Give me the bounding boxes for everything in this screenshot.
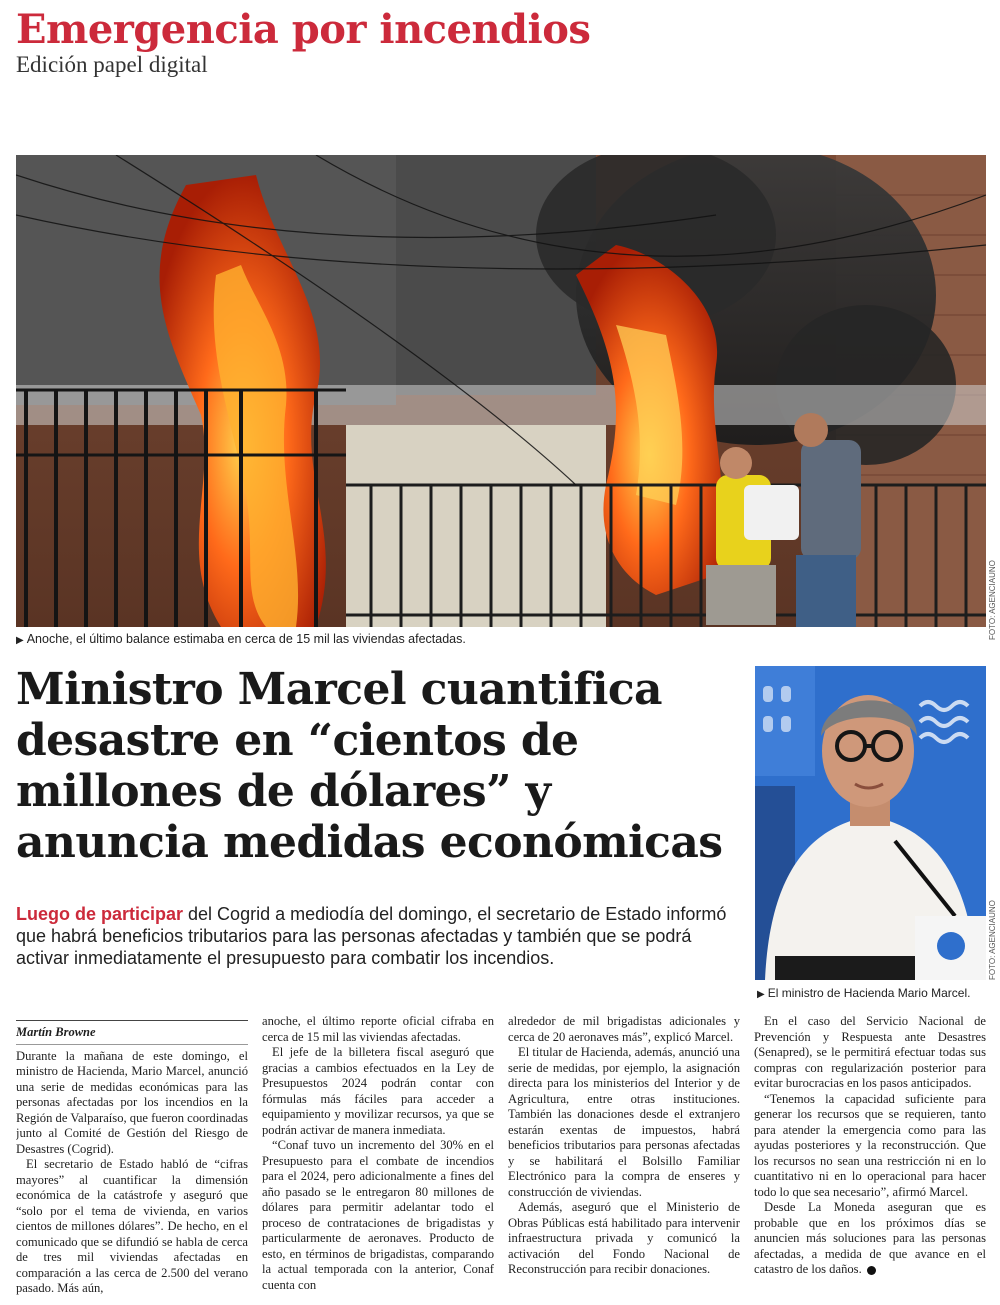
main-photo-caption: ▶ Anoche, el último balance estimaba en cerca de 15 mil las viviendas afectadas. — [16, 632, 466, 646]
minister-photo — [755, 666, 986, 980]
deck-text: del Cogrid a mediodía del domingo, el secretario de Estado informó que habrá beneficios tributarios para las personas afectadas y también que se podrá activar inmediatamente el presupuesto para combatir los incendios. — [16, 904, 727, 968]
main-photo-credit: FOTO: AGENCIAUNO — [988, 560, 997, 640]
minister-portrait-illustration — [755, 666, 986, 980]
paragraph: El titular de Hacienda, además, anunció una serie de medidas, por ejemplo, la asignación directa para los ministerios del Interior y de Agricultura, entre otras instituciones. También las donaciones desde el extranjero estarán exentas de impuestos, habrá beneficios tributarios para personas afectadas y se habilitará el Bolsillo Familiar Electrónico para la compra de enseres y construcción de viviendas. — [508, 1045, 740, 1199]
paragraph: Durante la mañana de este domingo, el ministro de Hacienda, Mario Marcel, anunció una serie de medidas económicas para las personas afectadas por los incendios en la Región de Valparaíso, que fueron coordinadas junto al Comité de Gestión del Riesgo de Desastres (Cogrid). — [16, 1048, 248, 1156]
deck — [16, 903, 736, 969]
section-title: Emergencia por incendios — [16, 6, 591, 53]
article-column-2 — [262, 1014, 494, 1294]
fire-scene-illustration — [16, 155, 986, 627]
section-subtitle: Edición papel digital — [16, 52, 208, 77]
paragraph: “Tenemos la capacidad suficiente para generar los recursos que se requieren, tanto para atender la emergencia como para las ayudas posteriores y la reconstrucción. Que los recursos no sean una restricción ni en lo cuantitativo ni en lo operacional para hacer todo lo que sea necesario”, afirmó Marcel. — [754, 1091, 986, 1199]
byline: Martín Browne — [16, 1025, 248, 1045]
paragraph: En el caso del Servicio Nacional de Prevención y Respuesta ante Desastres (Senapred), se le permitirá efectuar todas sus compras con regularización posterior para evitar burocracias en los pasos anticipados. — [754, 1014, 986, 1090]
minister-photo-credit: FOTO: AGENCIAUNO — [988, 900, 997, 980]
triangle-icon: ▶ — [757, 989, 765, 1000]
headline: Ministro Marcel cuantifica desastre en “cientos de millones de dólares” y anuncia medidas económicas — [16, 664, 723, 868]
end-mark-icon — [867, 1266, 876, 1275]
minister-photo-caption: ▶ El ministro de Hacienda Mario Marcel. — [757, 986, 971, 1000]
article-column-1 — [16, 1020, 248, 1305]
paragraph: Además, aseguró que el Ministerio de Obras Públicas está habilitado para intervenir infraestructura privada y comunicó la activación del Fondo Nacional de Reconstrucción para recibir donaciones. — [508, 1200, 740, 1276]
article-column-4 — [754, 1014, 986, 1294]
triangle-icon: ▶ — [16, 635, 24, 646]
paragraph: El jefe de la billetera fiscal aseguró que gracias a cambios efectuados en la Ley de Presupuestos 2024 podrán contar con fórmulas más fáciles para acceder a equipamiento y movilizar recursos, ya que se podrán activar de manera inmediata. — [262, 1045, 494, 1137]
paragraph: El secretario de Estado habló de “cifras mayores” al cuantificar la dimensión económica de la catástrofe y aseguró que “solo por el tema de vivienda, en varios cientos de millones dólares”. De hecho, en el comunicado que se difundió se habla de cerca de tres mil viviendas afectadas en comparación a las cerca de 2.500 del verano pasado. Más aún, — [16, 1157, 248, 1295]
paragraph: Desde La Moneda aseguran que es probable que en los próximos días se anuncien más soluciones para las personas afectadas, a medida de que avance en el catastro de los daños. — [754, 1200, 986, 1276]
main-photo — [16, 155, 986, 627]
paragraph: anoche, el último reporte oficial cifraba en cerca de 15 mil las viviendas afectadas. — [262, 1014, 494, 1044]
paragraph: “Conaf tuvo un incremento del 30% en el Presupuesto para el combate de incendios para el 2024, pero adicionalmente a fines del año pasado se le entregaron 80 millones de dólares para permitir adelantar todo el proceso de contrataciones de brigadistas y particularmente de aeronaves. Producto de esto, en términos de brigadistas, comparando la actual temporada con la anterior, Conaf cuenta con — [262, 1138, 494, 1292]
deck-lead: Luego de participar — [16, 904, 184, 924]
paragraph: alrededor de mil brigadistas adicionales y cerca de 20 aeronaves más”, explicó Marcel. — [508, 1014, 740, 1044]
article-column-3 — [508, 1014, 740, 1294]
